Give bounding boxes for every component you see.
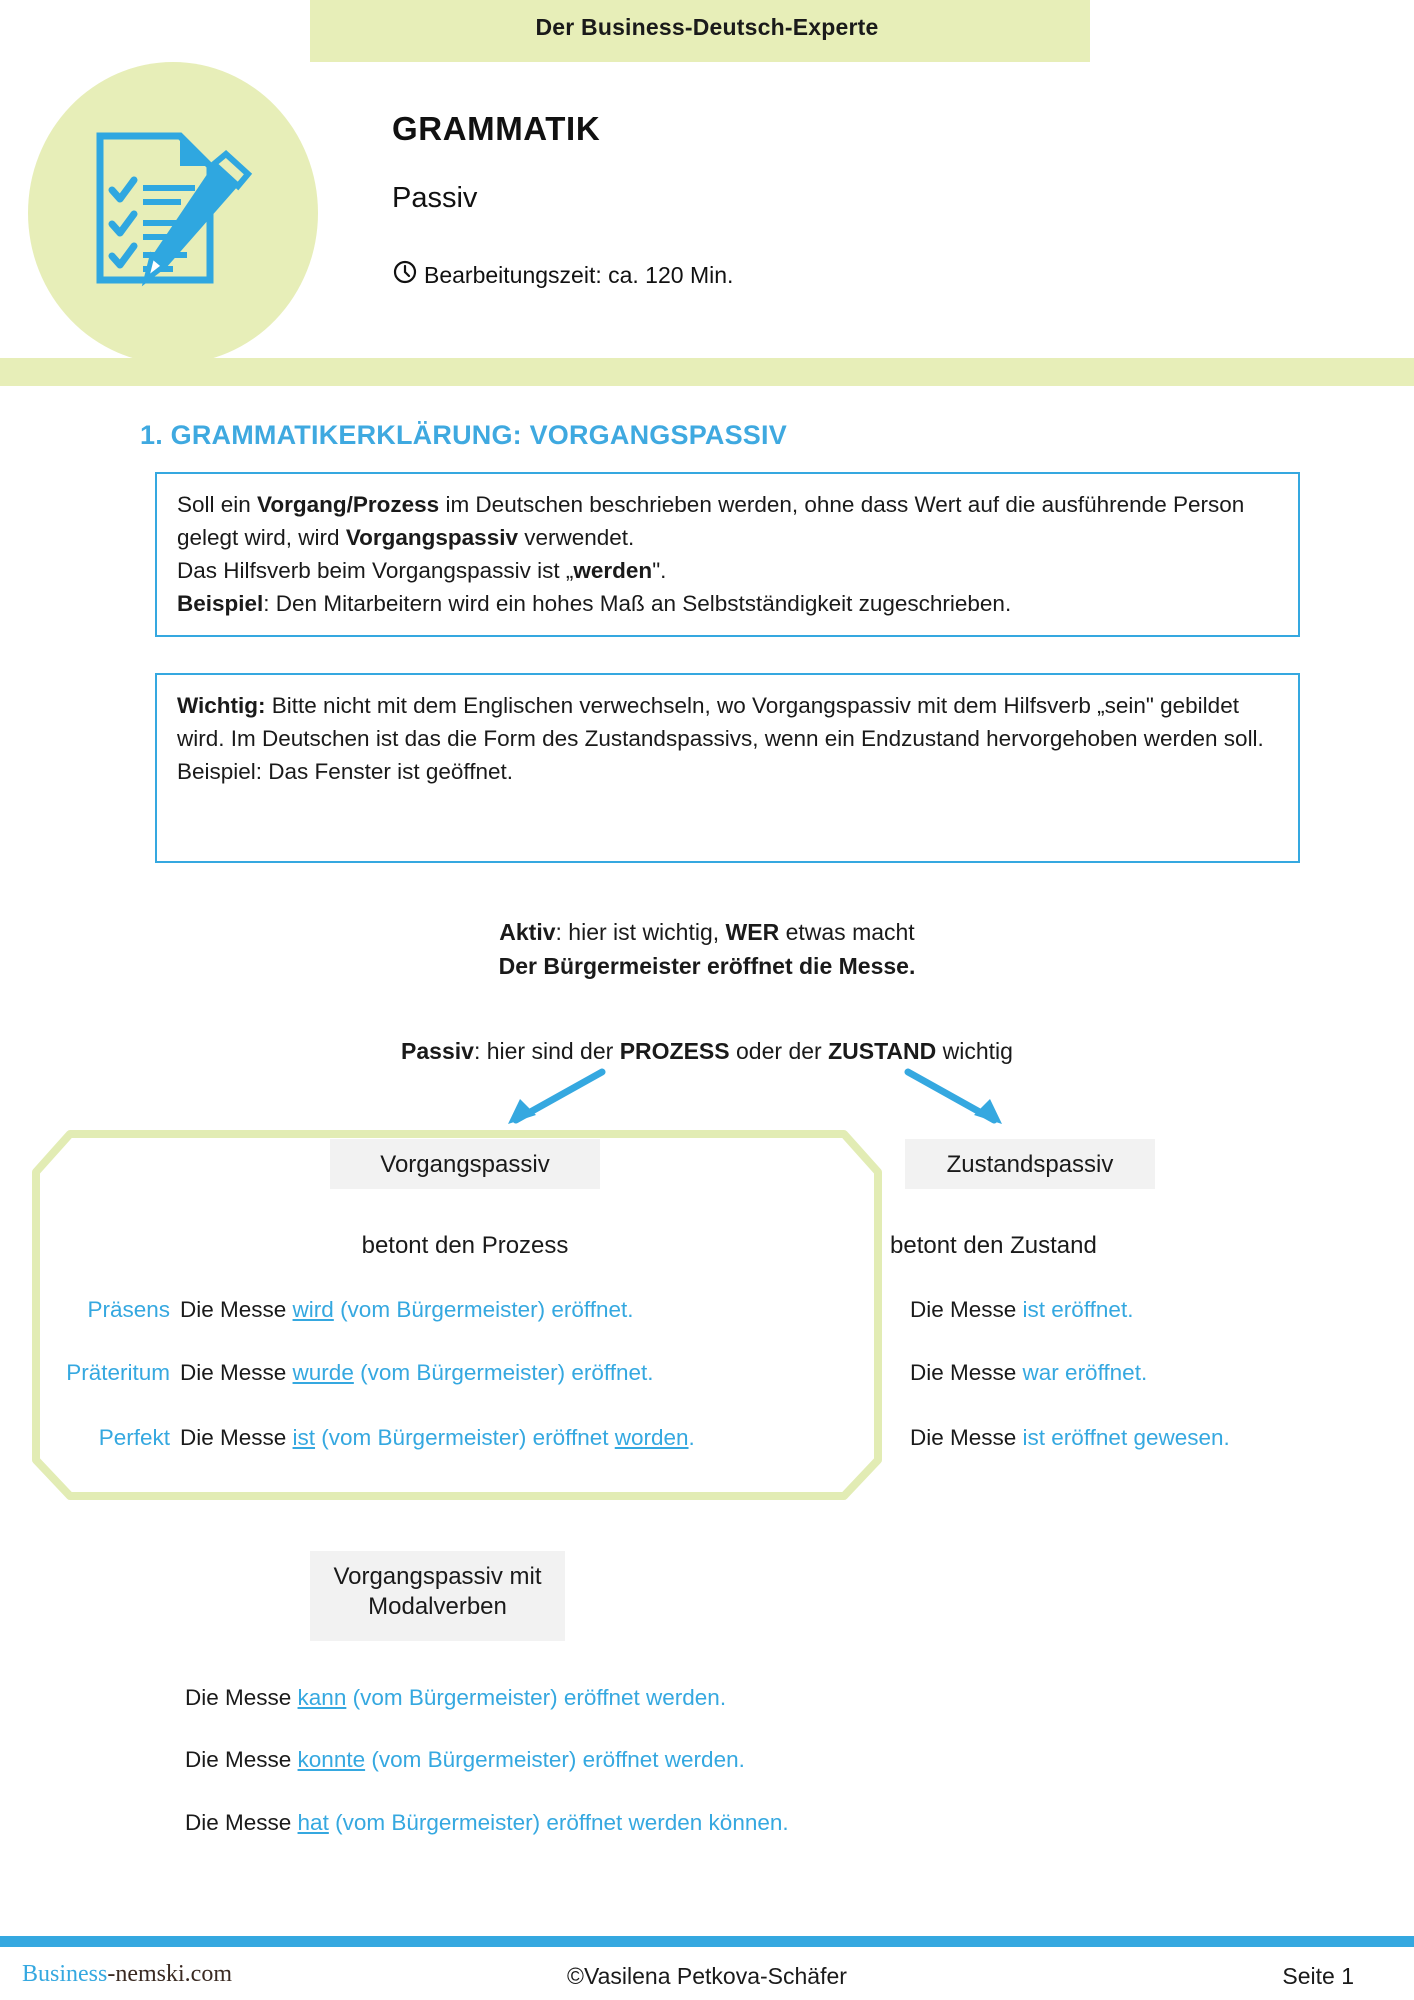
box1-text-b: Vorgang/Prozess <box>257 492 440 517</box>
box1-text-c: im Deutschen beschrieben werden, ohne dass Wert auf die ausführende Person gelegt wird, wird <box>177 492 1245 551</box>
row-verb: ist <box>292 1425 316 1450</box>
row-rest: (vom Bürgermeister) eröffnet. <box>353 1360 654 1385</box>
passiv-text-e: wichtig <box>936 1038 1013 1064</box>
arrow-down-left-icon <box>490 1068 610 1135</box>
row-subject: Die Messe <box>180 1297 293 1322</box>
logo-part-business: Business <box>22 1961 108 1987</box>
row-subject: Die Messe <box>910 1297 1023 1322</box>
row-subject: Die Messe <box>910 1425 1023 1450</box>
table-row <box>40 1297 634 1323</box>
passiv-text-a: : hier sind der <box>473 1038 620 1064</box>
box1-text-a: Soll ein <box>177 492 258 517</box>
row-rest: war eröffnet. <box>1022 1360 1148 1385</box>
row-rest: (vom Bürgermeister) eröffnet werden. <box>346 1685 727 1710</box>
box2-paragraph-2: Beispiel: Das Fenster ist geöffnet. <box>177 759 514 785</box>
box1-line3-a: Beispiel <box>177 591 264 617</box>
box2-label-wichtig: Wichtig: <box>177 693 266 718</box>
row-verb: kann <box>297 1685 347 1710</box>
tag-vorgangspassiv: Vorgangspassiv <box>330 1139 600 1189</box>
passiv-label: Passiv <box>401 1038 474 1064</box>
hero-text-block <box>392 110 733 291</box>
row-tail: . <box>688 1425 695 1450</box>
box2-paragraph-1 <box>177 689 1276 755</box>
box1-paragraph-1 <box>177 488 1276 554</box>
box1-line2-b: werden <box>573 558 653 584</box>
row-subject: Die Messe <box>185 1685 298 1710</box>
box1-text-e: verwendet. <box>517 525 635 551</box>
table-row <box>910 1425 1230 1451</box>
row-subject: Die Messe <box>185 1747 298 1772</box>
page-title: GRAMMATIK <box>392 110 601 147</box>
box1-paragraph-2 <box>177 554 1276 587</box>
table-row <box>910 1297 1133 1323</box>
page-subtitle: Passiv <box>392 182 478 214</box>
copyright-notice: ©Vasilena Petkova-Schäfer <box>567 1963 847 1989</box>
tag-zustandspassiv: Zustandspassiv <box>905 1139 1155 1189</box>
explanation-box-wichtig <box>155 673 1300 863</box>
passiv-text-c: oder der <box>729 1038 829 1064</box>
tense-label: Präsens <box>87 1297 170 1322</box>
row-verb: wird <box>292 1297 334 1322</box>
document-checklist-pencil-icon <box>88 128 258 296</box>
table-row <box>40 1425 695 1451</box>
header-band-title: Der Business-Deutsch-Experte <box>535 14 879 40</box>
table-row <box>910 1360 1147 1386</box>
explanation-box-vorgangspassiv <box>155 472 1300 637</box>
list-item <box>185 1810 789 1836</box>
processing-time-label: Bearbeitungszeit: ca. 120 Min. <box>424 261 734 288</box>
box1-paragraph-3 <box>177 587 1276 620</box>
row-subject: Die Messe <box>185 1810 298 1835</box>
passiv-text-zustand: ZUSTAND <box>828 1038 937 1064</box>
aktiv-example: Der Bürgermeister eröffnet die Messe. <box>498 953 916 979</box>
box1-line2-c: ". <box>652 558 667 584</box>
row-verb: hat <box>297 1810 329 1835</box>
aktiv-text-c: etwas macht <box>779 919 915 945</box>
aktiv-label: Aktiv <box>499 919 556 945</box>
subtitle-betont-den-zustand: betont den Zustand <box>890 1232 1097 1259</box>
list-item <box>185 1685 726 1711</box>
row-rest: ist eröffnet. <box>1022 1297 1134 1322</box>
row-subject: Die Messe <box>180 1425 293 1450</box>
aktiv-description <box>0 919 1414 946</box>
box1-line2-a: Das Hilfsverb beim Vorgangspassiv ist „ <box>177 558 574 584</box>
table-row <box>40 1360 654 1386</box>
tense-label: Perfekt <box>98 1425 170 1450</box>
row-verb: wurde <box>292 1360 354 1385</box>
tense-label: Präteritum <box>66 1360 170 1385</box>
page-footer <box>0 1957 1414 2000</box>
processing-time <box>392 259 733 291</box>
row-subject: Die Messe <box>910 1360 1023 1385</box>
list-item <box>185 1747 745 1773</box>
header-bottom-green-band <box>0 358 1414 386</box>
aktiv-text-wer: WER <box>725 919 780 945</box>
passiv-text-prozess: PROZESS <box>619 1038 730 1064</box>
row-rest: (vom Bürgermeister) eröffnet <box>315 1425 615 1450</box>
row-rest: (vom Bürgermeister) eröffnet werden können. <box>328 1810 789 1835</box>
page-number: Seite 1 <box>1282 1963 1354 1989</box>
tag-vorgangspassiv-mit-modalverben: Vorgangspassiv mit Modalverben <box>310 1551 565 1641</box>
arrow-down-right-icon <box>900 1068 1020 1135</box>
box2-text: Bitte nicht mit dem Englischen verwechseln, wo Vorgangspassiv mit dem Hilfsverb „sein" gebildet wird. Im Deutschen ist das die Form des Zustandspassivs, wenn ein Endzustand hervorgehoben werden soll. <box>177 693 1264 752</box>
footer-divider <box>0 1936 1414 1947</box>
row-rest: ist eröffnet gewesen. <box>1022 1425 1230 1450</box>
row-rest: (vom Bürgermeister) eröffnet. <box>333 1297 634 1322</box>
box1-text-d: Vorgangspassiv <box>345 525 518 551</box>
row-verb: konnte <box>297 1747 366 1772</box>
box1-line3-b: : Den Mitarbeitern wird ein hohes Maß an Selbstständigkeit zugeschrieben. <box>263 591 1012 617</box>
subtitle-betont-den-prozess: betont den Prozess <box>361 1232 569 1259</box>
section-heading: 1. GRAMMATIKERKLÄRUNG: VORGANGSPASSIV <box>140 420 787 450</box>
logo-part-domain: -nemski.com <box>107 1961 232 1987</box>
clock-icon <box>392 259 424 291</box>
row-subject: Die Messe <box>180 1360 293 1385</box>
page-header <box>0 0 1414 380</box>
row-tail-underlined: worden <box>614 1425 689 1450</box>
aktiv-text-a: : hier ist wichtig, <box>555 919 726 945</box>
passiv-description <box>0 1038 1414 1065</box>
row-rest: (vom Bürgermeister) eröffnet werden. <box>365 1747 745 1772</box>
